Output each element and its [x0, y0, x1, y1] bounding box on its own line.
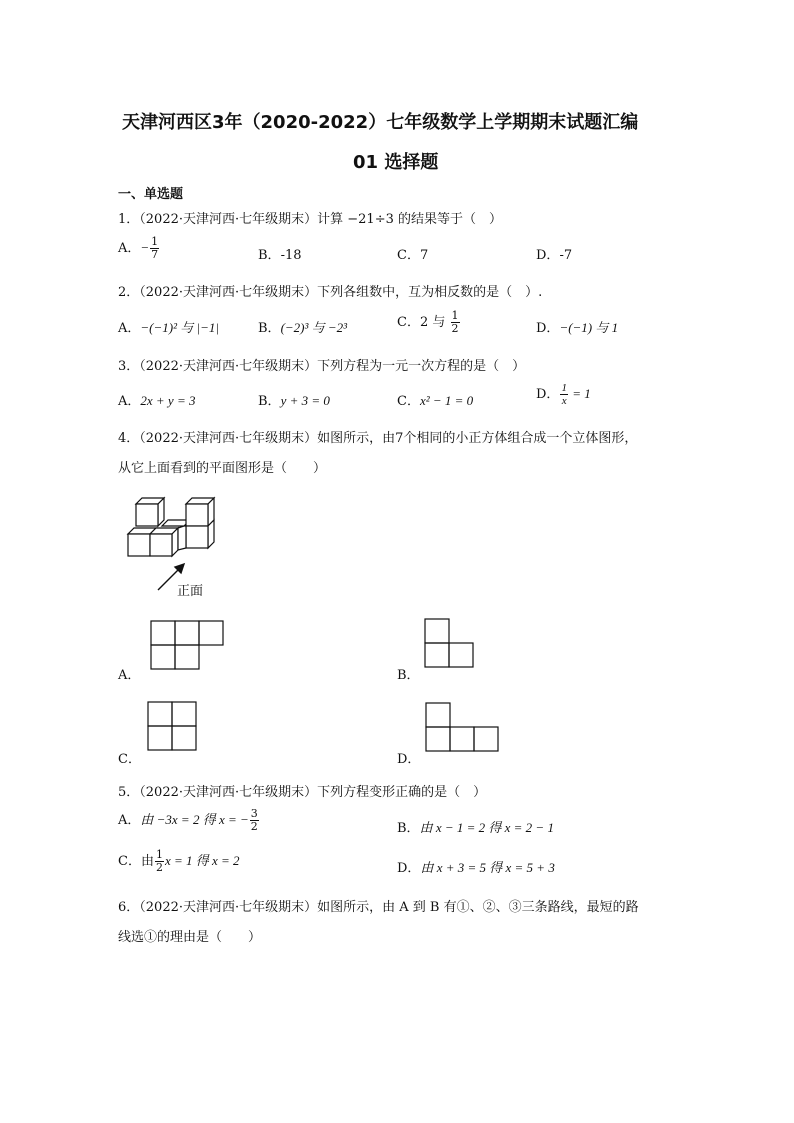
option-key: A． [118, 668, 141, 683]
option-key: B． [397, 668, 420, 683]
option-key: B． [258, 394, 281, 409]
q4-option-a[interactable] [118, 664, 140, 683]
question-6-text-cont: 线选①的理由是（ ） [118, 930, 262, 945]
page-title: 天津河西区3年（2020-2022）七年级数学上学期期末试题汇编 [122, 112, 639, 133]
question-number: 1． [118, 212, 140, 227]
option-key: B． [258, 321, 281, 336]
q2-option-a[interactable]: A．−(−1)² 与 |−1| [118, 320, 219, 336]
cube-figure [120, 490, 230, 600]
q4-option-a-figure [151, 621, 224, 670]
question-text: 下列方程为一元一次方程的是（ ） [317, 359, 526, 374]
question-text: 下列方程变形正确的是（ ） [317, 785, 487, 800]
q1-option-c[interactable]: C．7 [397, 248, 429, 263]
question-number: 3． [118, 359, 140, 374]
q5-option-c[interactable]: C．由 $\frac{1}{2}$ x = 1 得 x = 2 [118, 848, 240, 874]
q2-option-c[interactable]: C．2 与 $\frac{1}{2}$ [397, 309, 459, 335]
question-5 [118, 781, 486, 800]
q4-option-c-figure [148, 702, 197, 751]
front-view-label: 正面 [177, 584, 204, 599]
q5-option-a[interactable]: A．由 −3x = 2 得 x = − $\frac{3}{2}$ [118, 807, 258, 833]
option-key: D． [536, 387, 560, 402]
option-key: D． [397, 861, 421, 876]
q5-option-d[interactable]: D．由 x + 3 = 5 得 x = 5 + 3 [397, 860, 555, 876]
question-text: 下列各组数中，互为相反数的是（ ）. [317, 285, 543, 300]
option-key: D． [397, 752, 421, 767]
question-text: 如图所示，由7个相同的小正方体组合成一个立体图形， [317, 431, 638, 446]
q1-option-b[interactable]: B．-18 [258, 248, 302, 263]
question-4 [118, 427, 637, 446]
question-source: （2022·天津河西·七年级期末） [139, 431, 318, 446]
cube-face-front [136, 504, 158, 526]
q4-option-c[interactable] [118, 748, 141, 767]
fraction: $\frac{1}{7}$ [151, 235, 159, 261]
question-text: 如图所示，由 A 到 B 有①、②、③三条路线，最短的路 [317, 900, 639, 915]
question-source: （2022·天津河西·七年级期末） [139, 900, 318, 915]
page-subtitle: 01 选择题 [353, 152, 439, 173]
q1-option-a[interactable]: A．− $\frac{1}{7}$ [118, 235, 159, 261]
question-number: 5． [118, 785, 140, 800]
option-key: A． [118, 394, 141, 409]
option-key: D． [536, 321, 560, 336]
q5-option-b[interactable]: B．由 x − 1 = 2 得 x = 2 − 1 [397, 820, 554, 836]
fraction: $\frac{1}{2}$ [451, 309, 459, 335]
q1-option-d[interactable]: D．-7 [536, 248, 573, 263]
q3-option-d[interactable]: D． $\frac{1}{x}$ = 1 [536, 382, 591, 407]
option-key: C． [118, 854, 141, 869]
option-key: C． [397, 248, 420, 263]
option-key: C． [397, 315, 420, 330]
question-source: （2022·天津河西·七年级期末） [139, 285, 318, 300]
question-3 [118, 355, 525, 374]
question-2 [118, 281, 542, 300]
option-key: B． [397, 821, 420, 836]
q4-option-b-figure [425, 619, 474, 668]
q3-option-c[interactable]: C．x² − 1 = 0 [397, 393, 474, 409]
option-key: A． [118, 813, 141, 828]
question-6 [118, 896, 639, 915]
option-key: C． [397, 394, 420, 409]
q3-option-b[interactable]: B．y + 3 = 0 [258, 393, 330, 409]
option-key: D． [536, 248, 560, 263]
option-key: A． [118, 241, 141, 256]
question-number: 2． [118, 285, 140, 300]
fraction: $\frac{1}{x}$ [561, 382, 567, 407]
question-source: （2022·天津河西·七年级期末） [139, 785, 318, 800]
fraction: $\frac{3}{2}$ [250, 807, 258, 833]
fraction: $\frac{1}{2}$ [155, 848, 163, 874]
question-source: （2022·天津河西·七年级期末） [139, 359, 318, 374]
q4-option-d[interactable] [397, 748, 420, 767]
option-key: C． [118, 752, 141, 767]
q4-option-b[interactable] [397, 664, 420, 683]
q2-option-b[interactable]: B．(−2)³ 与 −2³ [258, 320, 348, 336]
q3-option-a[interactable]: A．2x + y = 3 [118, 393, 196, 409]
q4-option-d-figure [426, 703, 499, 752]
question-number: 6． [118, 900, 140, 915]
question-text: 计算 −21÷3 的结果等于（ ） [317, 212, 503, 227]
section-heading: 一、单选题 [118, 187, 184, 202]
question-1 [118, 208, 502, 227]
option-key: A． [118, 321, 141, 336]
option-key: B． [258, 248, 281, 263]
question-number: 4． [118, 431, 140, 446]
q2-option-d[interactable]: D．−(−1) 与 1 [536, 320, 619, 336]
question-4-text-cont: 从它上面看到的平面图形是（ ） [118, 461, 327, 476]
question-source: （2022·天津河西·七年级期末） [139, 212, 318, 227]
